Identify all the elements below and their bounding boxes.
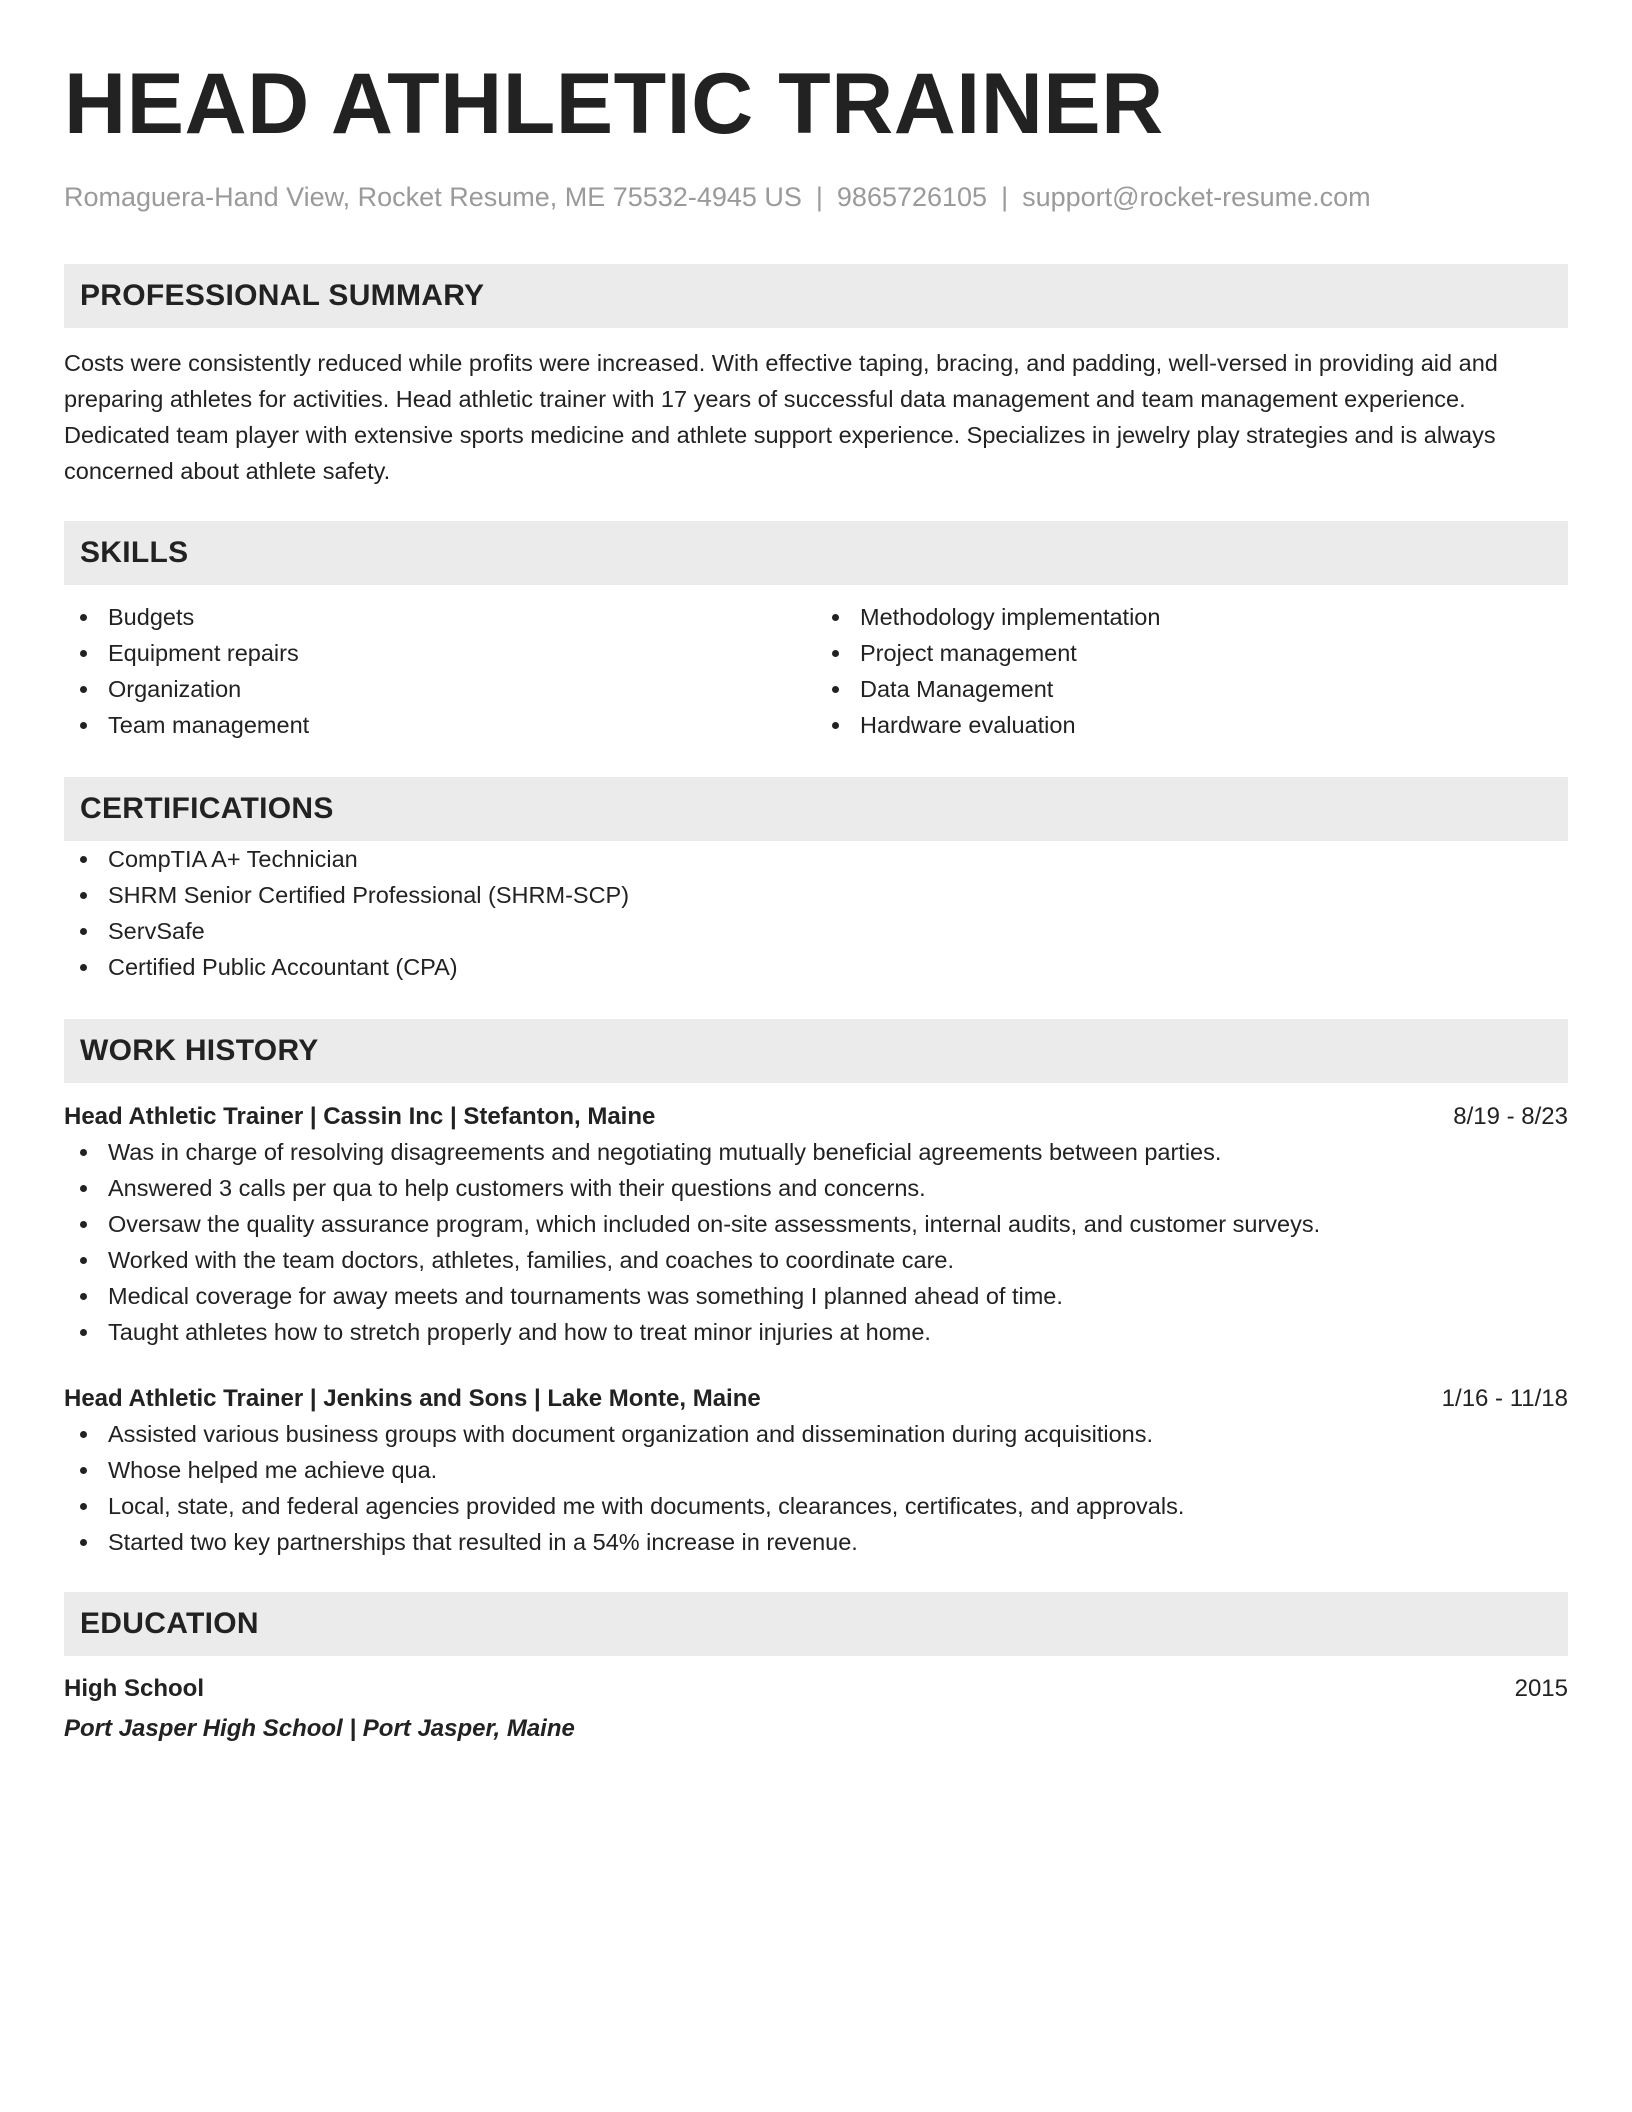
job-bullet: Assisted various business groups with document organization and dissemination during acquisitions.	[64, 1416, 1568, 1452]
skill-item: Data Management	[816, 671, 1568, 707]
job-bullet-list	[64, 1416, 1568, 1560]
job-bullet: Answered 3 calls per qua to help customers with their questions and concerns.	[64, 1170, 1568, 1206]
education-heading-row	[64, 1672, 1568, 1706]
education-degree: High School	[64, 1675, 204, 1702]
job-bullet: Taught athletes how to stretch properly and how to treat minor injuries at home.	[64, 1314, 1568, 1350]
skill-item: Budgets	[64, 599, 816, 635]
job-title: Head Athletic Trainer | Cassin Inc | Stefanton, Maine	[64, 1103, 656, 1130]
section-header-education: EDUCATION	[64, 1592, 1568, 1656]
job-bullet: Started two key partnerships that resulted in a 54% increase in revenue.	[64, 1524, 1568, 1560]
certification-item: Certified Public Accountant (CPA)	[64, 949, 1568, 985]
job-dates: 1/16 - 11/18	[1441, 1385, 1568, 1412]
contact-separator: |	[815, 182, 823, 212]
contact-phone: 9865726105	[836, 182, 988, 212]
job-heading-row	[64, 1100, 1568, 1134]
section-header-skills: SKILLS	[64, 521, 1568, 585]
skills-list-right	[816, 599, 1568, 743]
skill-item: Hardware evaluation	[816, 707, 1568, 743]
job-bullet: Oversaw the quality assurance program, which included on-site assessments, internal audits, and customer surveys.	[64, 1206, 1568, 1242]
certification-item: CompTIA A+ Technician	[64, 841, 1568, 877]
job-dates: 8/19 - 8/23	[1453, 1103, 1568, 1130]
contact-separator: |	[1001, 182, 1009, 212]
contact-email: support@rocket-resume.com	[1022, 182, 1371, 212]
skill-item: Methodology implementation	[816, 599, 1568, 635]
certification-item: SHRM Senior Certified Professional (SHRM-SCP)	[64, 877, 1568, 913]
contact-address: Romaguera-Hand View, Rocket Resume, ME 75532-4945 US	[64, 182, 802, 212]
job-bullet: Worked with the team doctors, athletes, families, and coaches to coordinate care.	[64, 1242, 1568, 1278]
skill-item: Team management	[64, 707, 816, 743]
education-school: Port Jasper High School | Port Jasper, Maine	[64, 1715, 575, 1742]
skills-list-left	[64, 599, 816, 743]
skills-column-right	[816, 599, 1568, 743]
resume-name: HEAD ATHLETIC TRAINER	[64, 56, 1164, 152]
education-year: 2015	[1514, 1675, 1568, 1702]
summary-text: Costs were consistently reduced while profits were increased. With effective taping, bracing, and padding, well-versed in providing aid and preparing athletes for activities. Head athletic trainer with 17 years of successful data management and team management experience. Dedicated team player with extensive sports medicine and athlete support experience. Specializes in jewelry play strategies and is always concerned about athlete safety.	[64, 350, 1498, 484]
job-heading-row	[64, 1382, 1568, 1416]
job-title: Head Athletic Trainer | Jenkins and Sons | Lake Monte, Maine	[64, 1385, 761, 1412]
skills-column-left	[64, 599, 816, 743]
section-header-summary: PROFESSIONAL SUMMARY	[64, 264, 1568, 328]
job-bullet-list	[64, 1134, 1568, 1350]
job-bullet: Was in charge of resolving disagreements and negotiating mutually beneficial agreements between parties.	[64, 1134, 1568, 1170]
skill-item: Project management	[816, 635, 1568, 671]
skill-item: Equipment repairs	[64, 635, 816, 671]
certification-item: ServSafe	[64, 913, 1568, 949]
skill-item: Organization	[64, 671, 816, 707]
job-bullet: Medical coverage for away meets and tournaments was something I planned ahead of time.	[64, 1278, 1568, 1314]
job-bullet: Whose helped me achieve qua.	[64, 1452, 1568, 1488]
section-header-work-history: WORK HISTORY	[64, 1019, 1568, 1083]
section-header-certifications: CERTIFICATIONS	[64, 777, 1568, 841]
job-bullet: Local, state, and federal agencies provided me with documents, clearances, certificates, and approvals.	[64, 1488, 1568, 1524]
skills-grid	[64, 599, 1568, 743]
certifications-list	[64, 841, 1568, 985]
contact-line	[64, 180, 1568, 214]
